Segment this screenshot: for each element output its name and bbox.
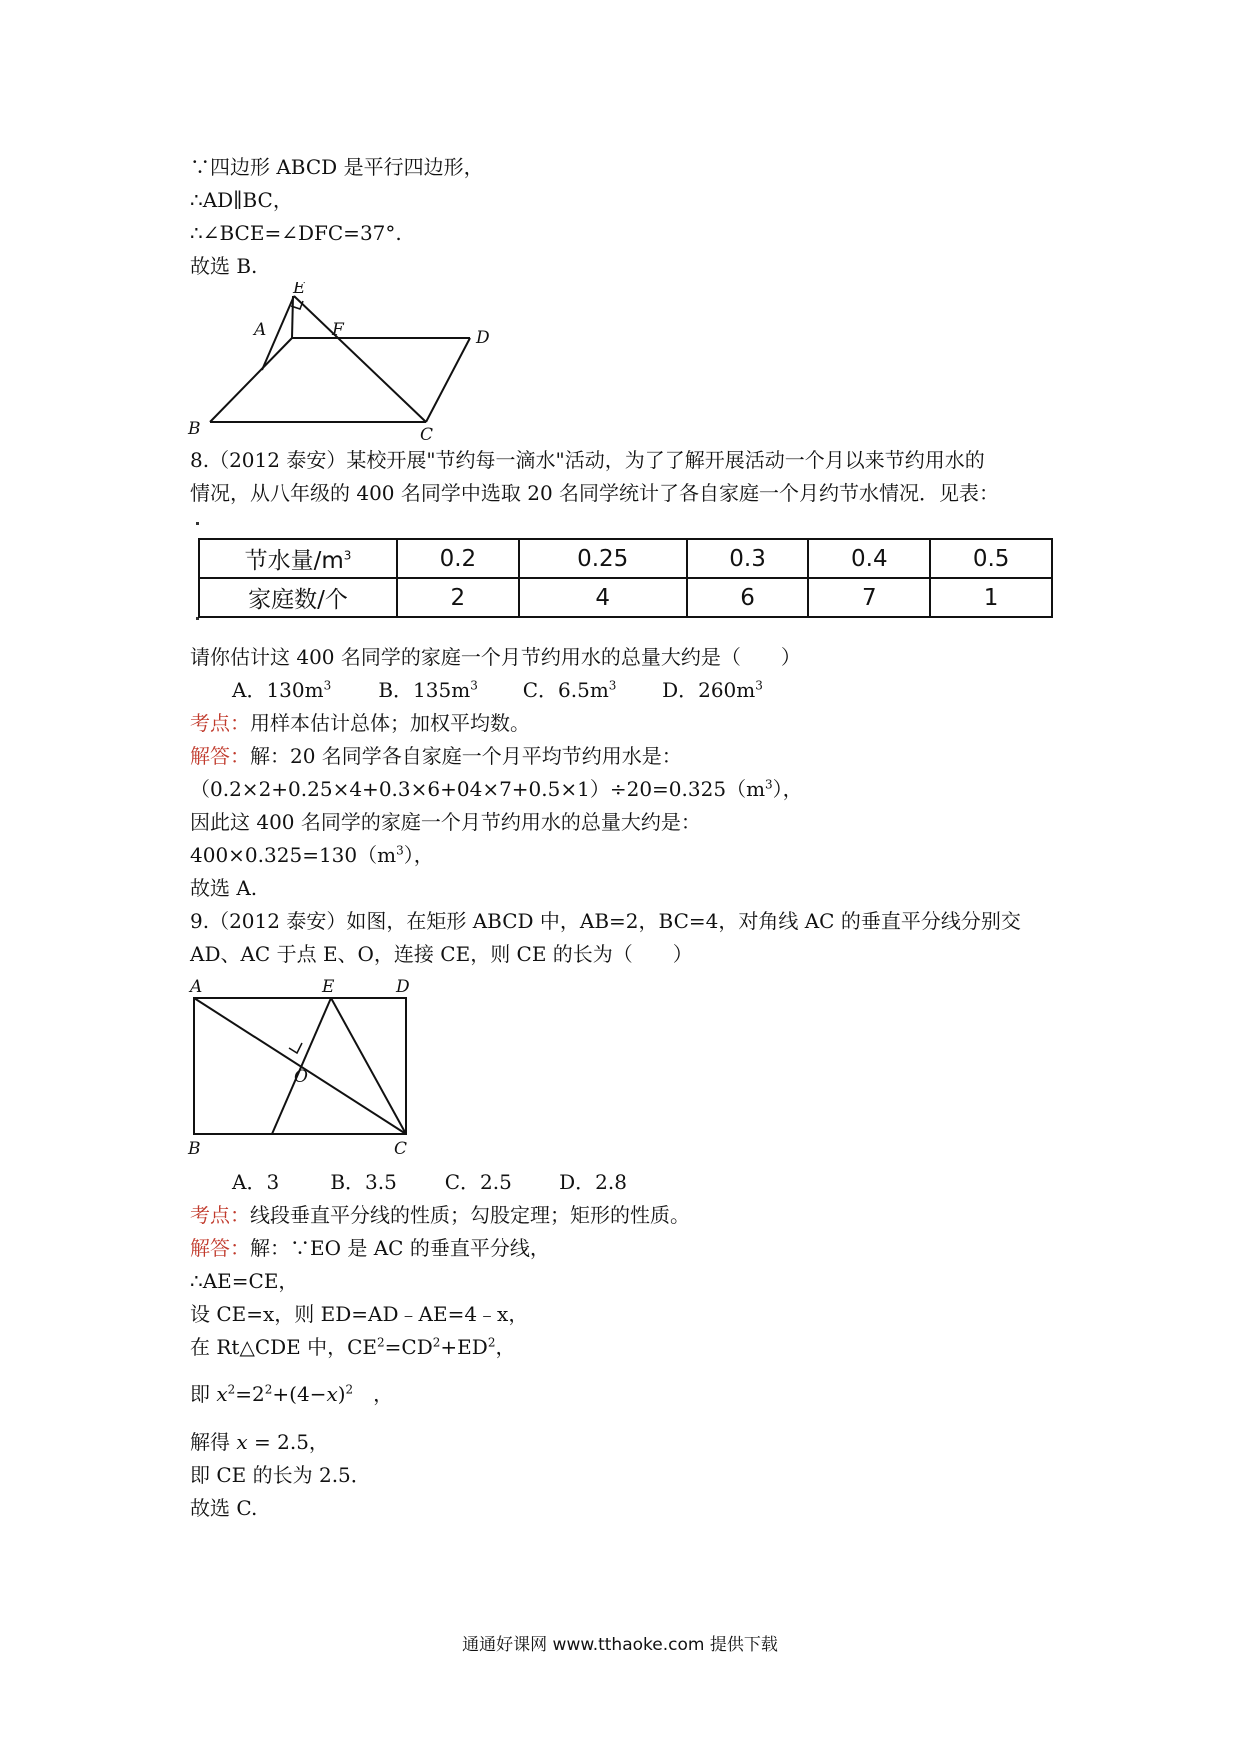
label-b: B — [188, 419, 201, 439]
option-d: D．2.8 — [559, 1170, 627, 1194]
label-c: C — [394, 1139, 408, 1159]
prev-line-3: ∴∠BCE=∠DFC=37°. — [190, 221, 402, 245]
table-header-cell: 节水量$/m^3$ — [199, 539, 397, 578]
option-c: C．$6.5m^3$ — [522, 678, 617, 702]
q8-question: 请你估计这 400 名同学的家庭一个月节约用水的总量大约是（ ） — [190, 645, 801, 669]
q9-stem-line-2: AD、AC 于点 E、O，连接 CE，则 CE 的长为（ ） — [190, 942, 693, 966]
label-d: D — [476, 328, 490, 348]
line-ec — [294, 296, 426, 422]
table-cell: 0.25 — [519, 539, 687, 578]
option-a: A．$130m^3$ — [232, 678, 332, 702]
q9-jieda-7: 即 CE 的长为 2.5． — [190, 1463, 371, 1487]
label-a: A — [254, 320, 267, 340]
prev-line-4: 故选 B. — [190, 254, 258, 278]
q9-jieda-1: 解答：解：∵EO 是 AC 的垂直平分线， — [190, 1236, 550, 1260]
label-e: E — [293, 282, 306, 298]
q8-stem-line-2: 情况，从八年级的 400 名同学中选取 20 名同学统计了各自家庭一个月约节水情况．见表： — [190, 481, 1000, 505]
table-row — [199, 539, 1052, 578]
diagonal-ac — [194, 998, 406, 1134]
label-c: C — [420, 425, 434, 442]
q8-options — [232, 678, 763, 702]
prev-line-1: ∵四边形 ABCD 是平行四边形， — [190, 155, 484, 179]
option-a: A．3 — [232, 1170, 280, 1194]
q8-jieda-5: 故选 A. — [190, 876, 258, 900]
label-f: F — [332, 320, 344, 340]
q9-jieda-4: 在 Rt△CDE 中，$CE^2=CD^2+ED^2$， — [190, 1335, 516, 1359]
scan-mark — [196, 522, 199, 525]
q9-kaodian: 考点：线段垂直平分线的性质；勾股定理；矩形的性质。 — [190, 1203, 690, 1227]
q8-stem-line-1: 8.（2012 泰安）某校开展"节约每一滴水"活动，为了了解开展活动一个月以来节约用水的 — [190, 448, 985, 472]
table-cell: 4 — [519, 578, 687, 617]
q9-jieda-6: 解得 x = 2.5， — [190, 1430, 329, 1454]
option-d: D．$260m^3$ — [662, 678, 763, 702]
label-d: D — [396, 977, 410, 997]
table-cell: 0.4 — [808, 539, 930, 578]
label-e: E — [322, 977, 335, 997]
label-a: A — [190, 977, 203, 997]
perpendicular-bisector — [272, 998, 331, 1134]
page-footer: 通通好课网 www.tthaoke.com 提供下载 — [462, 1635, 778, 1655]
q8-jieda-1: 解答：解：20 名同学各自家庭一个月平均节约用水是： — [190, 744, 682, 768]
table-header-cell: 家庭数/个 — [199, 578, 397, 617]
q9-options — [232, 1170, 627, 1194]
table-cell: 6 — [687, 578, 809, 617]
option-b: B．$135m^3$ — [378, 678, 478, 702]
q9-jieda-3: 设 CE=x，则 ED=AD﹣AE=4﹣x， — [190, 1302, 529, 1326]
q8-kaodian: 考点：用样本估计总体；加权平均数。 — [190, 711, 530, 735]
q8-jieda-3: 因此这 400 名同学的家庭一个月节约用水的总量大约是： — [190, 810, 701, 834]
label-b: B — [188, 1139, 201, 1159]
line-be — [262, 296, 294, 370]
q9-jieda-2: ∴AE=CE， — [190, 1269, 299, 1293]
q9-jieda-5: 即 $x^2=2^2+(4-x)^2$ ， — [190, 1382, 394, 1406]
segment-ce — [331, 998, 406, 1134]
table-cell: 1 — [930, 578, 1052, 617]
q9-jieda-8: 故选 C. — [190, 1496, 258, 1520]
table-cell: 0.3 — [687, 539, 809, 578]
prev-line-2: ∴AD∥BC， — [190, 188, 293, 212]
table-cell: 0.5 — [930, 539, 1052, 578]
table-cell: 2 — [397, 578, 519, 617]
label-o: O — [294, 1067, 308, 1087]
table-row — [199, 578, 1052, 617]
figure-parallelogram — [180, 282, 520, 442]
figure-rectangle — [180, 972, 440, 1160]
option-c: C．2.5 — [444, 1170, 512, 1194]
right-angle-mark — [289, 1043, 302, 1053]
q8-jieda-2: $(0.2\times 2+0.25\times 4+0.3\times 6+04\times 7+0.5\times 1)\div 20=0.325(m^3)$， — [190, 777, 803, 801]
table-cell: 7 — [808, 578, 930, 617]
water-saving-table — [198, 538, 1053, 618]
q8-jieda-4: $400\times 0.325=130(m^3)$， — [190, 843, 434, 867]
option-b: B．3.5 — [330, 1170, 397, 1194]
table-cell: 0.2 — [397, 539, 519, 578]
q9-stem-line-1: 9.（2012 泰安）如图，在矩形 ABCD 中，AB=2，BC=4，对角线 AC 的垂直平分线分别交 — [190, 909, 1021, 933]
